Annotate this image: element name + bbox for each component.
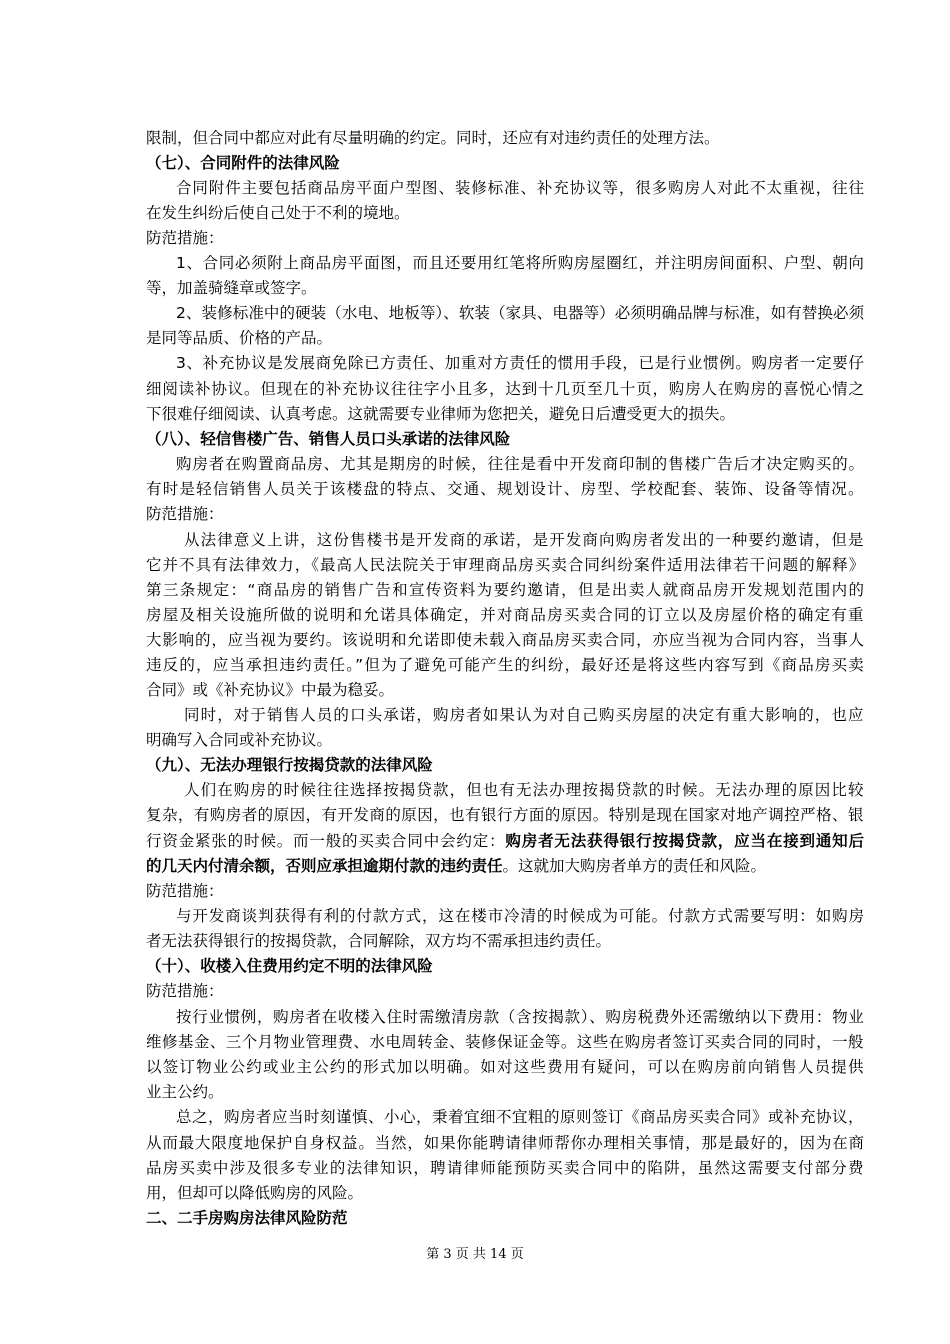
- text-run: 与开发商谈判获得有利的付款方式，这在楼市冷清的时候成为可能。付款方式需要写明：如购房: [176, 907, 865, 925]
- text-line: [146, 1131, 865, 1155]
- text-run: 品房买卖中涉及很多专业的法律知识，聘请律师能预防买卖合同中的陷阱，虽然这需要支付部分费: [146, 1159, 865, 1177]
- text-run: 同时，对于销售人员的口头承诺，购房者如果认为对自己购买房屋的决定有重大影响的，也应: [184, 706, 865, 724]
- text-run: 合同》或《补充协议》中最为稳妥。: [146, 681, 395, 699]
- text-run: 以签订物业公约或业主公约的形式加以明确。如对这些费用有疑问，可以在购房前向销售人员提供: [146, 1058, 865, 1076]
- text-line: [146, 276, 317, 300]
- text-line: [146, 126, 720, 150]
- text-run: 在发生纠纷后使自己处于不利的境地。: [146, 204, 410, 222]
- text-run: 防范措施：: [146, 882, 224, 900]
- bold-text-run: （九）、无法办理银行按揭贷款的法律风险: [146, 756, 433, 774]
- text-line: [176, 904, 865, 928]
- bold-text-run: （十）、收楼入住费用约定不明的法律风险: [146, 957, 433, 975]
- text-line: [146, 929, 611, 953]
- text-run: 下很难仔细阅读、认真考虑。这就需要专业律师为您把关，避免日后遭受更大的损失。: [146, 405, 736, 423]
- text-line: [146, 427, 510, 451]
- text-line: [146, 402, 735, 426]
- text-line: [146, 829, 865, 853]
- text-line: [146, 377, 865, 401]
- text-run: 用，但却可以降低购房的风险。: [146, 1184, 364, 1202]
- text-line: [146, 502, 224, 526]
- text-run: 房屋及相关设施所做的说明和允诺具体确定，并对商品房买卖合同的订立以及房屋价格的确定有重: [146, 606, 865, 624]
- text-run: 3、补充协议是发展商免除已方责任、加重对方责任的惯用手段，已是行业惯例。购房者一定要仔: [176, 354, 865, 372]
- text-line: [146, 678, 394, 702]
- bold-text-run: （八）、轻信售楼广告、销售人员口头承诺的法律风险: [146, 430, 511, 448]
- bold-text-run: 的几天内付清余额，否则应承担逾期付款的违约责任: [146, 857, 503, 875]
- text-line: [146, 753, 433, 777]
- text-line: [176, 351, 865, 375]
- bold-text-run: 购房者无法获得银行按揭贷款，应当在接到通知后: [505, 832, 865, 850]
- text-line: [146, 879, 224, 903]
- text-line: [184, 703, 865, 727]
- text-run: 防范措施：: [146, 505, 224, 523]
- text-line: [146, 653, 865, 677]
- text-line: [146, 578, 865, 602]
- text-line: [146, 326, 332, 350]
- text-run: 防范措施：: [146, 229, 224, 247]
- text-run: 有时是轻信销售人员关于该楼盘的特点、交通、规划设计、房型、学校配套、装饰、设备等情况。: [146, 480, 865, 498]
- text-line: [146, 1055, 865, 1079]
- text-line: [146, 1206, 348, 1230]
- bold-text-run: 二、二手房购房法律风险防范: [146, 1209, 348, 1227]
- text-line: [146, 803, 864, 827]
- text-line: [146, 1156, 865, 1180]
- text-run: 从法律意义上讲，这份售楼书是开发商的承诺，是开发商向购房者发出的一种要约邀请，但是: [184, 531, 865, 549]
- text-run: 违反的，应当承担违约责任。”但为了避免可能产生的纠纷，最好还是将这些内容写到《商品房买卖: [146, 656, 865, 674]
- text-line: [184, 778, 865, 802]
- text-line: [146, 201, 410, 225]
- text-run: 购房者在购置商品房、尤其是期房的时候，往往是看中开发商印制的售楼广告后才决定购买的。: [176, 455, 865, 473]
- text-line: [146, 854, 766, 878]
- text-run: 。这就加大购房者单方的责任和风险。: [502, 857, 767, 875]
- bold-text-run: （七）、合同附件的法律风险: [146, 154, 340, 172]
- text-line: [146, 1080, 224, 1104]
- text-line: [146, 954, 433, 978]
- text-run: 限制，但合同中都应对此有尽量明确的约定。同时，还应有对违约责任的处理方法。: [146, 129, 720, 147]
- page-footer: 第 3 页 共 14 页: [426, 1247, 524, 1262]
- text-run: 从而最大限度地保护自身权益。当然，如果你能聘请律师帮你办理相关事情，那是最好的，因为在商: [146, 1134, 865, 1152]
- text-run: 1、合同必须附上商品房平面图，而且还要用红笔将所购房屋圈红，并注明房间面积、户型、朝向: [176, 254, 865, 272]
- text-line: [176, 301, 864, 325]
- text-run: 细阅读补协议。但现在的补充协议往往字小且多，达到十几页至几十页，购房人在购房的喜悦心情之: [146, 380, 865, 398]
- text-line: [146, 603, 865, 627]
- text-line: [146, 1181, 363, 1205]
- text-run: 按行业惯例，购房者在收楼入住时需缴清房款（含按揭款）、购房税费外还需缴纳以下费用：物业: [176, 1008, 865, 1026]
- text-run: 大影响的，应当视为要约。该说明和允诺即使未载入商品房买卖合同，亦应当视为合同内容，当事人: [146, 631, 865, 649]
- text-line: [176, 1105, 864, 1129]
- text-line: [146, 728, 332, 752]
- text-line: [184, 528, 865, 552]
- text-run: 行资金紧张的时候。而一般的买卖合同中会约定：: [146, 832, 506, 850]
- text-line: [146, 151, 340, 175]
- text-line: [146, 1030, 864, 1054]
- text-line: [176, 176, 865, 200]
- text-run: 合同附件主要包括商品房平面户型图、装修标准、补充协议等，很多购房人对此不太重视，往往: [176, 179, 865, 197]
- text-run: 人们在购房的时候往往选择按揭贷款，但也有无法办理按揭贷款的时候。无法办理的原因比较: [184, 781, 865, 799]
- text-run: 明确写入合同或补充协议。: [146, 731, 333, 749]
- text-line: [146, 477, 865, 501]
- text-run: 2、装修标准中的硬装（水电、地板等）、软装（家具、电器等）必须明确品牌与标准，如有替换必须: [176, 304, 865, 322]
- text-line: [176, 251, 865, 275]
- text-run: 是同等品质、价格的产品。: [146, 329, 333, 347]
- text-line: [146, 226, 224, 250]
- text-line: [176, 1005, 864, 1029]
- text-line: [146, 628, 865, 652]
- text-run: 它并不具有法律效力，《最高人民法院关于审理商品房买卖合同纠纷案件适用法律若干问题的解释》: [146, 556, 866, 574]
- text-run: 等，加盖骑缝章或签字。: [146, 279, 317, 297]
- text-run: 维修基金、三个月物业管理费、水电周转金、装修保证金等。这些在购房者签订买卖合同的同时，一般: [146, 1033, 864, 1051]
- text-line: [176, 452, 865, 476]
- text-run: 复杂，有购房者的原因，有开发商的原因，也有银行方面的原因。特别是现在国家对地产调控严格、银: [146, 806, 864, 824]
- text-run: 总之，购房者应当时刻谨慎、小心，秉着宜细不宜粗的原则签订《商品房买卖合同》或补充协议，: [176, 1108, 865, 1126]
- text-run: 者无法获得银行的按揭贷款，合同解除，双方均不需承担违约责任。: [146, 932, 612, 950]
- text-run: 业主公约。: [146, 1083, 224, 1101]
- text-run: 第三条规定：“商品房的销售广告和宣传资料为要约邀请，但是出卖人就商品房开发规划范围内的: [146, 581, 866, 599]
- text-run: 防范措施：: [146, 982, 224, 1000]
- text-line: [146, 553, 865, 577]
- text-line: [146, 979, 224, 1003]
